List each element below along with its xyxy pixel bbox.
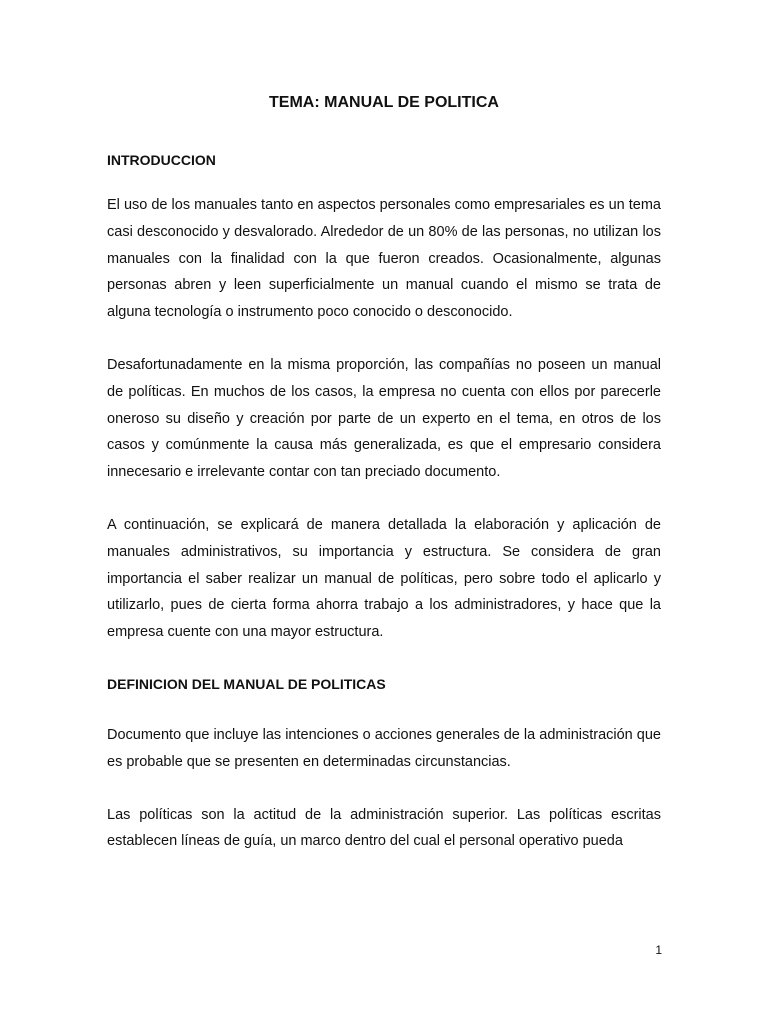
document-body: [107, 92, 661, 855]
paragraph: Documento que incluye las intenciones o acciones generales de la administración que es probable que se presenten en determinadas circunstancias.: [107, 726, 661, 770]
section-heading-definicion: DEFINICION DEL MANUAL DE POLITICAS: [107, 675, 386, 692]
paragraph: Las políticas son la actitud de la administración superior. Las políticas escritas establecen líneas de guía, un marco dentro del cual el personal operativo pueda: [107, 806, 661, 850]
paragraph: A continuación, se explicará de manera detallada la elaboración y aplicación de manuales administrativos, su importancia y estructura. Se considera de gran importancia el saber realizar un manual de políticas, pero sobre todo el aplicarlo y utilizarlo, pues de cierta forma ahorra trabajo a los administradores, y hace que la empresa cuente con una mayor estructura.: [107, 516, 661, 641]
paragraph: El uso de los manuales tanto en aspectos personales como empresariales es un tema casi desconocido y desvalorado. Alrededor de un 80% de las personas, no utilizan los manuales con la finalidad con la que fueron creados. Ocasionalmente, algunas personas abren y leen superficialmente un manual cuando el mismo se trata de alguna tecnología o instrumento poco conocido o desconocido.: [107, 197, 661, 321]
paragraph: Desafortunadamente en la misma proporción, las compañías no poseen un manual de políticas. En muchos de los casos, la empresa no cuenta con ellos por parecerle oneroso su diseño y creación por parte de un experto en el tema, en otros de los casos y comúnmente la causa más generalizada, es que el empresario considera innecesario e irrelevante contar con tan preciado documento.: [107, 356, 661, 481]
page-number: 1: [655, 943, 662, 957]
document-title: TEMA: MANUAL DE POLITICA: [269, 94, 499, 111]
section-heading-introduccion: INTRODUCCION: [107, 152, 216, 168]
